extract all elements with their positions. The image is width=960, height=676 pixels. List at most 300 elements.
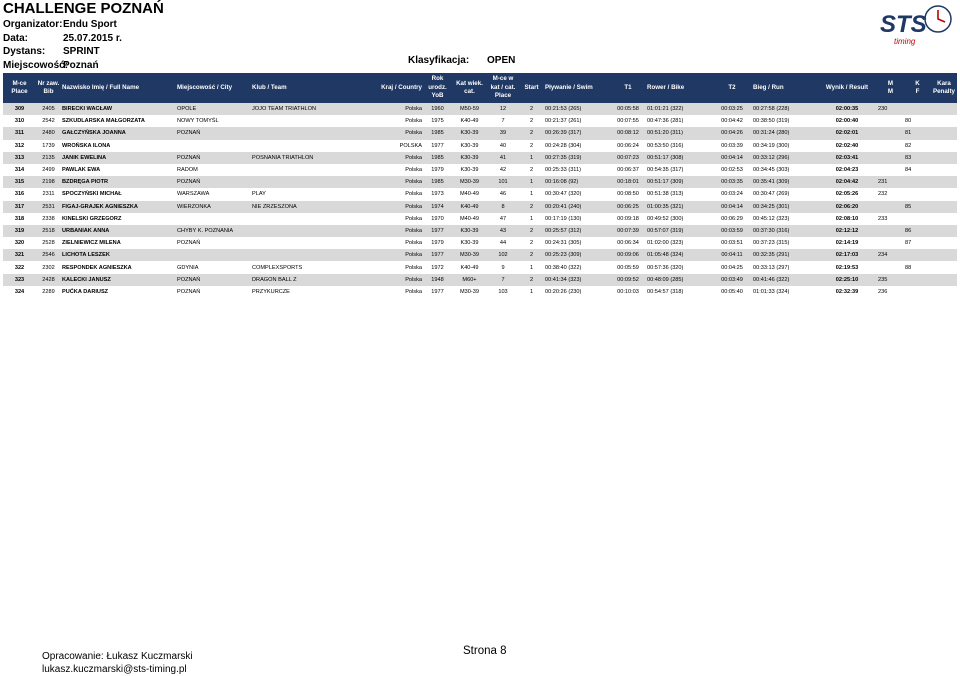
cell-run: 00:31:24 (280) [752,127,817,139]
cell-start: 2 [519,127,544,139]
cell-bib: 2405 [36,103,61,115]
header-place-women: K F [904,73,931,103]
cell-team [251,176,346,188]
svg-text:STS: STS [880,11,927,38]
cell-category: K30-39 [460,167,479,174]
cell-place-men [877,261,904,273]
table-row [3,127,957,139]
cell-full-name: BZDRĘGA PIOTR [61,176,176,188]
header-category-place: M-ce w kat / cat. Place [487,73,519,103]
cell-bike: 00:54:57 (318) [647,288,684,295]
cell-city [176,140,251,152]
cell-city: OPOLE [176,103,251,115]
cell-full-name: JANIK EWELINA [61,152,176,164]
cell-bike: 01:00:35 (321) [646,201,712,213]
cell-swim: 00:17:19 (130) [545,215,582,222]
cell-result: 02:19:53 [835,264,859,271]
cell-t2: 00:06:29 [721,215,743,222]
table-row [3,103,957,115]
cell-place-women: 86 [904,225,931,237]
cell-bib: 2531 [36,201,61,213]
cell-place-men [877,127,904,139]
cell-place: 318 [14,215,25,222]
cell-swim: 00:27:35 (319) [544,152,610,164]
cell-full-name: RESPONDEK AGNIESZKA [62,264,132,271]
cell-place-men: 233 [878,215,888,222]
cell-swim: 00:21:53 (265) [544,103,610,115]
cell-bib: 2311 [42,191,55,198]
cell-swim: 00:20:26 (230) [545,288,582,295]
cell-run: 00:41:46 (322) [752,274,817,286]
table-row [3,140,957,152]
cell-place: 319 [3,225,36,237]
meta-location [3,59,122,73]
cell-team [251,115,346,127]
cell-run: 00:38:50 (319) [753,118,790,125]
cell-team: DRAGON BALL Z [251,274,346,286]
cell-country: POLSKA [399,142,422,149]
cell-category-place: 47 [499,215,507,222]
cell-result: 02:03:41 [817,152,877,164]
cell-city: POZNAŃ [176,127,251,139]
cell-t1: 00:08:12 [610,127,646,139]
cell-yob: 1974 [423,201,452,213]
cell-full-name: WROŃSKA ILONA [62,142,111,149]
cell-run: 00:34:45 (303) [753,167,790,174]
cell-start: 1 [529,215,534,222]
cell-result: 02:00:40 [835,118,859,125]
page-number: Strona 8 [463,645,507,657]
table-row [3,249,957,261]
cell-place-women: 87 [905,240,912,247]
cell-start: 2 [529,240,534,247]
cell-category: K30-39 [452,127,487,139]
cell-result: 02:02:01 [817,127,877,139]
cell-t1: 00:09:06 [610,249,646,261]
cell-start: 2 [529,167,534,174]
cell-full-name: SZKUDLARSKA MAŁGORZATA [62,118,145,125]
table-row [3,115,957,127]
cell-team: NIE ZRZESZONA [251,201,346,213]
cell-t2: 00:02:53 [721,167,743,174]
cell-city: POZNAŃ [177,240,201,247]
cell-place: 312 [14,142,25,149]
cell-run: 00:27:58 (228) [752,103,817,115]
cell-place-women: 80 [905,118,912,125]
cell-place-women [904,249,931,261]
cell-t1: 00:07:39 [610,225,646,237]
meta-date [3,32,122,46]
cell-category-place: 40 [499,142,507,149]
header-full-name: Nazwisko Imię / Full Name [61,73,176,103]
cell-country: Polska [346,201,423,213]
cell-bib: 2518 [36,225,61,237]
footer-author: Opracowanie: Łukasz Kuczmarski [42,651,193,662]
cell-place: 315 [3,176,36,188]
table-row [3,225,957,237]
cell-result: 02:04:42 [817,176,877,188]
cell-place-women [904,103,931,115]
cell-category-place: 7 [487,274,519,286]
cell-country: Polska [405,240,422,247]
cell-category-place: 39 [487,127,519,139]
document-title: CHALLENGE POZNAŃ [3,0,164,17]
cell-category-place: 41 [487,152,519,164]
cell-category: K30-39 [460,240,479,247]
cell-place: 316 [14,191,25,198]
cell-swim: 00:41:34 (323) [544,274,610,286]
cell-category: M30-39 [460,288,479,295]
header-place: M-ce Place [3,73,36,103]
cell-place-women [904,274,931,286]
cell-place: 317 [3,201,36,213]
header-team: Klub / Team [251,73,346,103]
cell-category: K40-49 [452,201,487,213]
cell-team: JOJO TEAM TRIATHLON [251,103,346,115]
cell-t1: 00:09:18 [617,215,639,222]
cell-bike: 00:53:50 (316) [647,142,684,149]
cell-penalty [931,140,957,152]
cell-swim: 00:25:33 (311) [545,167,581,174]
cell-t2: 00:03:39 [721,142,743,149]
cell-category-place: 42 [499,167,507,174]
meta-distance [3,45,122,59]
cell-start: 2 [529,118,534,125]
cell-penalty [931,164,957,176]
table-row [3,176,957,188]
cell-category-place: 103 [498,288,508,295]
cell-city [176,213,251,225]
table-body [3,103,957,298]
cell-country: Polska [405,215,422,222]
cell-result: 02:06:20 [817,201,877,213]
cell-t2: 00:03:51 [721,240,743,247]
meta-value: Endu Sport [63,19,117,30]
cell-t2: 00:04:14 [712,201,752,213]
cell-full-name: URBANIAK ANNA [61,225,176,237]
cell-t2: 00:03:24 [721,191,743,198]
cell-country: Polska [405,288,422,295]
cell-category: M40-49 [460,215,479,222]
cell-place-women [904,286,931,298]
cell-team [251,213,346,225]
cell-place-men [877,201,904,213]
cell-city: POZNAŃ [177,288,201,295]
meta-key: Organizator: [3,19,63,30]
cell-place-women: 83 [904,152,931,164]
cell-place-women [904,176,931,188]
cell-place-men [877,152,904,164]
cell-start: 2 [519,274,544,286]
cell-place: 309 [3,103,36,115]
cell-place-men [877,164,904,176]
cell-country: Polska [346,103,423,115]
cell-penalty [931,127,957,139]
table-row [3,201,957,213]
cell-full-name: KINELSKI GRZEGORZ [62,215,122,222]
cell-place-women: 84 [905,167,912,174]
cell-t1: 00:18:01 [610,176,646,188]
cell-start: 2 [519,201,544,213]
cell-yob: 1960 [423,103,452,115]
cell-yob: 1977 [431,288,444,295]
cell-run: 00:37:30 (316) [752,225,817,237]
cell-bib: 2289 [42,288,55,295]
cell-full-name: PAWLAK EWA [62,167,101,174]
cell-category-place: 102 [487,249,519,261]
cell-yob: 1979 [431,240,444,247]
cell-penalty [931,188,957,200]
cell-swim: 00:38:40 (322) [545,264,582,271]
cell-t1: 00:05:59 [617,264,639,271]
cell-start: 1 [519,176,544,188]
cell-bib: 2135 [36,152,61,164]
cell-category-place: 12 [487,103,519,115]
sts-timing-logo [876,2,956,64]
cell-penalty [931,237,957,249]
cell-penalty [931,286,957,298]
cell-place: 323 [3,274,36,286]
cell-bib: 2302 [42,264,55,271]
header-run: Bieg / Run [752,73,817,103]
cell-t1: 00:06:34 [617,240,639,247]
cell-swim: 00:24:31 (305) [545,240,582,247]
cell-bib: 2542 [42,118,55,125]
cell-category: M60+ [452,274,487,286]
cell-category: K30-39 [460,142,479,149]
event-meta [3,18,122,72]
results-table [3,73,957,298]
meta-key: Dystans: [3,46,46,57]
cell-place-women: 81 [904,127,931,139]
cell-start: 2 [529,142,534,149]
cell-category: K40-49 [460,118,479,125]
cell-place-women [904,213,931,225]
cell-country: Polska [346,176,423,188]
cell-place: 314 [14,167,25,174]
cell-place: 320 [14,240,25,247]
cell-t1: 00:08:50 [617,191,639,198]
cell-swim: 00:20:41 (240) [544,201,610,213]
cell-penalty [931,201,957,213]
cell-city: WIERZONKA [176,201,251,213]
cell-country: Polska [405,118,422,125]
cell-city: POZNAŃ [176,176,251,188]
cell-t2: 00:03:25 [712,103,752,115]
cell-place: 310 [14,118,25,125]
cell-t2: 00:04:42 [721,118,743,125]
cell-bib: 1739 [42,142,55,149]
cell-run: 01:01:33 (324) [753,288,790,295]
cell-result: 02:25:10 [817,274,877,286]
cell-country: Polska [405,167,422,174]
cell-team [251,140,346,152]
cell-yob: 1977 [423,249,452,261]
cell-t2: 00:03:35 [712,176,752,188]
cell-category-place: 46 [499,191,507,198]
cell-result: 02:02:40 [835,142,859,149]
cell-country: Polska [346,249,423,261]
cell-city [176,249,251,261]
cell-place-women: 88 [905,264,912,271]
cell-place-men: 232 [878,191,888,198]
cell-run: 00:33:13 (297) [753,264,790,271]
cell-yob: 1973 [431,191,444,198]
cell-penalty [931,213,957,225]
cell-bib: 2198 [36,176,61,188]
cell-yob: 1970 [431,215,444,222]
cell-team [251,225,346,237]
cell-category-place: 43 [487,225,519,237]
cell-penalty [931,152,957,164]
cell-yob: 1985 [423,127,452,139]
cell-team [251,164,346,176]
cell-t2: 00:04:14 [712,152,752,164]
cell-t1: 00:06:25 [610,201,646,213]
cell-result: 02:00:35 [817,103,877,115]
classification [408,55,516,66]
meta-key: Data: [3,32,29,44]
cell-country: Polska [405,264,422,271]
cell-country: Polska [346,225,423,237]
classification-value: OPEN [487,55,516,66]
cell-penalty [931,225,957,237]
cell-swim: 00:26:39 (317) [544,127,610,139]
cell-yob: 1977 [423,225,452,237]
cell-team: POSNANIA TRIATHLON [251,152,346,164]
cell-category-place: 44 [499,240,507,247]
meta-key: Miejscowość: [3,59,69,71]
cell-place: 324 [14,288,25,295]
cell-t1: 00:10:03 [617,288,639,295]
cell-swim: 00:25:23 (309) [544,249,610,261]
cell-t1: 00:05:58 [610,103,646,115]
footer [42,650,193,676]
cell-yob: 1985 [423,176,452,188]
cell-yob: 1972 [431,264,444,271]
cell-yob: 1985 [423,152,452,164]
cell-team [251,127,346,139]
cell-yob: 1979 [431,167,444,174]
cell-bike: 00:51:38 (313) [647,191,684,198]
header-bike: Rower / Bike [646,73,712,103]
cell-city: RADOM [177,167,198,174]
cell-full-name: PUĆKA DARIUSZ [62,288,109,295]
cell-penalty [931,249,957,261]
cell-place-men [877,225,904,237]
cell-category-place: 7 [501,118,505,125]
cell-run: 00:30:47 (269) [753,191,790,198]
cell-start: 2 [519,103,544,115]
cell-bib: 2338 [42,215,55,222]
cell-full-name: KALECKI JANUSZ [61,274,176,286]
cell-yob: 1948 [423,274,452,286]
cell-city: NOWY TOMYŚL [177,118,219,125]
header-swim: Pływanie / Swim [544,73,610,103]
cell-bib: 2499 [42,167,55,174]
cell-team: PRZYKURCZE [252,288,290,295]
cell-category: M30-39 [452,176,487,188]
cell-country: Polska [346,152,423,164]
cell-place: 322 [14,264,25,271]
cell-bike: 01:05:48 (324) [646,249,712,261]
cell-result: 02:32:39 [835,288,859,295]
cell-run: 00:45:12 (323) [753,215,790,222]
cell-bib: 2546 [36,249,61,261]
cell-place-men: 230 [877,103,904,115]
cell-t1: 00:07:23 [610,152,646,164]
cell-place-men: 235 [877,274,904,286]
cell-t1: 00:06:37 [617,167,639,174]
header-penalty: Kara Penalty [931,73,957,103]
cell-run: 00:37:23 (315) [753,240,790,247]
cell-full-name: ZIELNIEWICZ MILENA [62,240,121,247]
cell-bib: 2528 [42,240,55,247]
cell-place-men [877,140,904,152]
table-row [3,274,957,286]
cell-team: COMPLEXSPORTS [252,264,303,271]
table-row [3,286,957,298]
cell-category: M50-59 [452,103,487,115]
cell-team [251,249,346,261]
header-t2: T2 [712,73,752,103]
cell-swim: 00:21:37 (261) [545,118,582,125]
classification-label: Klasyfikacja: [408,55,470,66]
cell-run: 00:34:19 (300) [753,142,790,149]
cell-bike: 01:01:21 (322) [646,103,712,115]
cell-bike: 00:57:36 (320) [647,264,684,271]
svg-text:timing: timing [894,37,916,46]
cell-team [251,237,346,249]
cell-bike: 00:51:17 (309) [646,176,712,188]
header-place-men: M M [877,73,904,103]
table-row [3,261,957,273]
cell-run: 00:34:25 (301) [752,201,817,213]
cell-t2: 00:04:25 [721,264,743,271]
table-header-row [3,73,957,103]
cell-start: 1 [519,152,544,164]
cell-t1: 00:09:52 [610,274,646,286]
cell-full-name: GAŁCZYŃSKA JOANNA [61,127,176,139]
header-result: Wynik / Result [817,73,877,103]
cell-place: 311 [3,127,36,139]
cell-t2: 00:05:40 [721,288,743,295]
cell-city: WARSZAWA [177,191,210,198]
cell-start: 2 [519,225,544,237]
cell-t2: 00:04:11 [712,249,752,261]
cell-category-place: 101 [487,176,519,188]
cell-bike: 00:48:09 (285) [646,274,712,286]
cell-full-name: SPOCZYŃSKI MICHAŁ [62,191,122,198]
cell-result: 02:14:19 [835,240,859,247]
cell-penalty [931,115,957,127]
meta-value: SPRINT [63,46,100,57]
header-start: Start [519,73,544,103]
cell-city: GDYNIA [177,264,199,271]
cell-place-women: 85 [904,201,931,213]
table-row [3,237,957,249]
table-row [3,188,957,200]
cell-category: M40-49 [460,191,479,198]
cell-city: POZNAŃ [176,152,251,164]
cell-full-name: FIGAJ-GRAJEK AGNIESZKA [61,201,176,213]
cell-bike: 00:54:35 (317) [647,167,684,174]
cell-category: M30-39 [452,249,487,261]
cell-team: PLAY [252,191,266,198]
cell-start: 2 [519,249,544,261]
cell-place-women: 82 [905,142,912,149]
cell-result: 02:04:23 [835,167,859,174]
